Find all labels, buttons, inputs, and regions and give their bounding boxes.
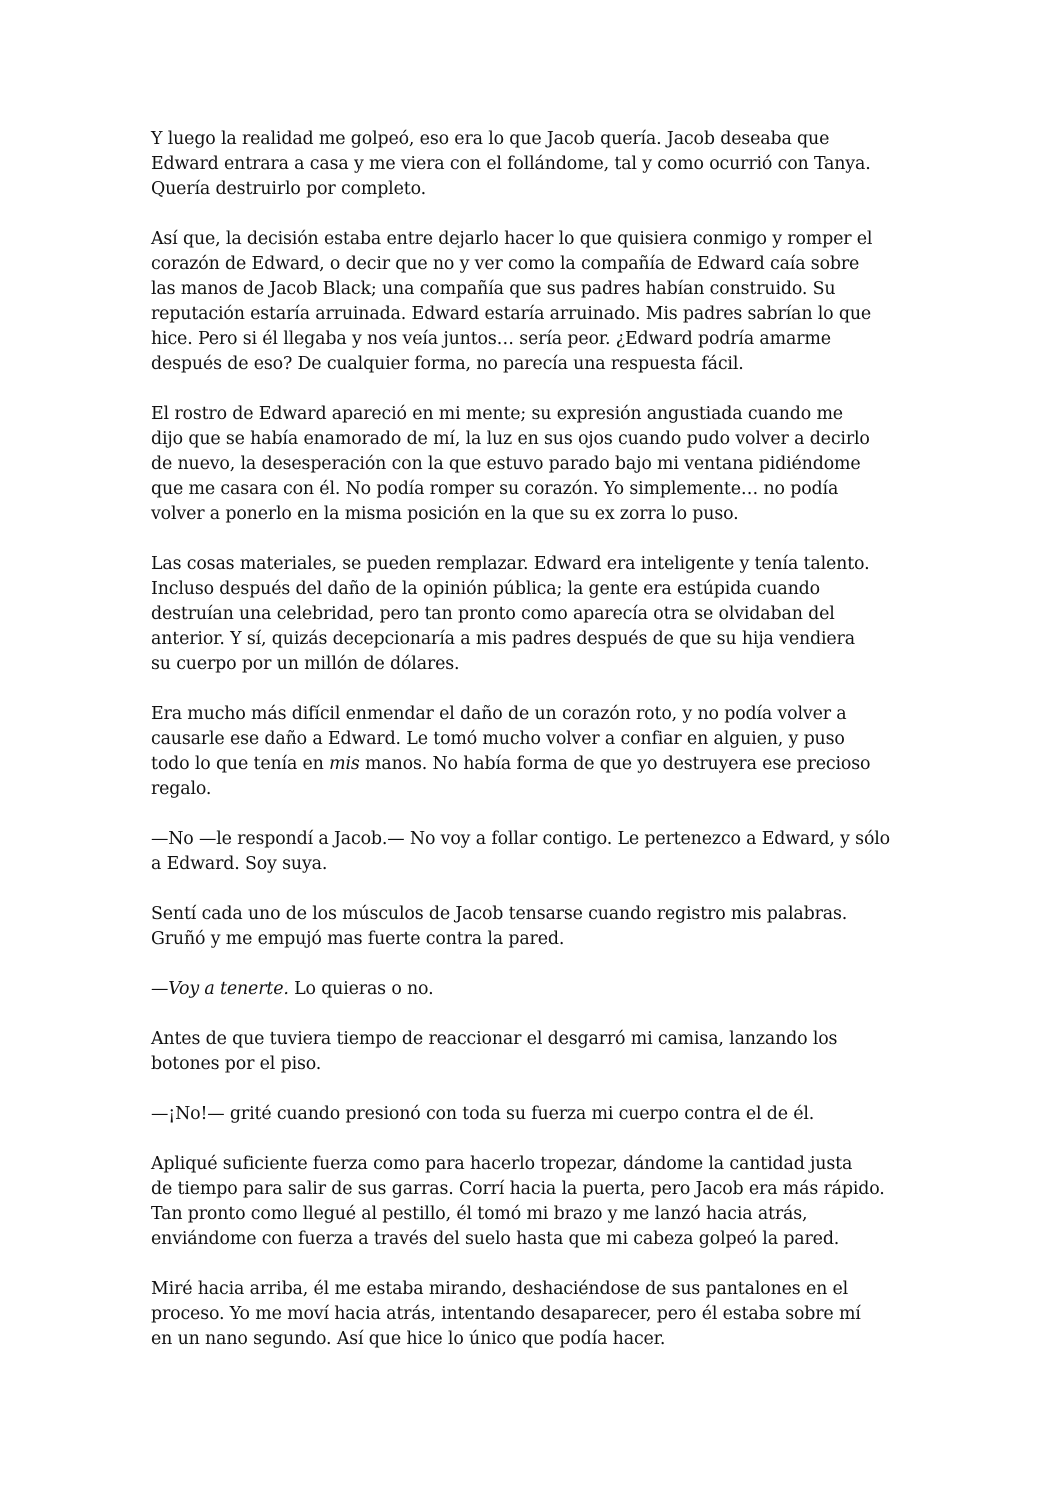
text-run: todo lo que tenía en [151,754,330,774]
text-line: Antes de que tuviera tiempo de reaccionar el desgarró mi camisa, lanzando los [151,1029,838,1049]
emphasis-text: mis [329,754,360,774]
text-line: Y luego la realidad me golpeó, eso era lo que Jacob quería. Jacob deseaba que [151,129,830,149]
text-line: proceso. Yo me moví hacia atrás, intentando desaparecer, pero él estaba sobre mí [151,1304,861,1324]
document-page [151,127,921,1377]
text-line: Gruñó y me empujó mas fuerte contra la pared. [151,929,565,949]
text-line: después de eso? De cualquier forma, no parecía una respuesta fácil. [151,354,744,374]
paragraph [151,552,921,677]
text-line: Así que, la decisión estaba entre dejarlo hacer lo que quisiera conmigo y romper el [151,229,873,249]
paragraph [151,1152,921,1252]
text-line: Miré hacia arriba, él me estaba mirando, deshaciéndose de sus pantalones en el [151,1279,849,1299]
text-line: de tiempo para salir de sus garras. Corrí hacia la puerta, pero Jacob era más rápido. [151,1179,885,1199]
text-line: Era mucho más difícil enmendar el daño de un corazón roto, y no podía volver a [151,704,847,724]
text-line: hice. Pero si él llegaba y nos veía juntos… sería peor. ¿Edward podría amarme [151,329,831,349]
text-line: de nuevo, la desesperación con la que estuvo parado bajo mi ventana pidiéndome [151,454,861,474]
text-line: en un nano segundo. Así que hice lo único que podía hacer. [151,1329,666,1349]
text-line: volver a ponerlo en la misma posición en la que su ex zorra lo puso. [151,504,739,524]
paragraph [151,827,921,877]
text-line: El rostro de Edward apareció en mi mente; su expresión angustiada cuando me [151,404,843,424]
text-line: Incluso después del daño de la opinión pública; la gente era estúpida cuando [151,579,820,599]
text-line: Las cosas materiales, se pueden remplazar. Edward era inteligente y tenía talento. [151,554,870,574]
text-line: botones por el piso. [151,1054,322,1074]
text-line: corazón de Edward, o decir que no y ver como la compañía de Edward caía sobre [151,254,860,274]
paragraph [151,1102,921,1127]
text-line: causarle ese daño a Edward. Le tomó mucho volver a confiar en alguien, y puso [151,729,845,749]
text-line: Sentí cada uno de los músculos de Jacob tensarse cuando registro mis palabras. [151,904,848,924]
text-line: Quería destruirlo por completo. [151,179,426,199]
text-line: que me casara con él. No podía romper su corazón. Yo simplemente… no podía [151,479,839,499]
text-line [151,977,921,1002]
text-line: destruían una celebridad, pero tan pronto como aparecía otra se olvidaban del [151,604,835,624]
paragraph [151,702,921,802]
text-line: anterior. Y sí, quizás decepcionaría a mis padres después de que su hija vendiera [151,629,855,649]
paragraph [151,902,921,952]
text-line: las manos de Jacob Black; una compañía que sus padres habían construido. Su [151,279,836,299]
paragraph [151,977,921,1002]
text-line: Edward entrara a casa y me viera con el follándome, tal y como ocurrió con Tanya. [151,154,871,174]
text-line [151,752,921,777]
text-line: Tan pronto como llegué al pestillo, él tomó mi brazo y me lanzó hacia atrás, [151,1204,808,1224]
text-run: Lo quieras o no. [288,979,434,999]
text-line: enviándome con fuerza a través del suelo hasta que mi cabeza golpeó la pared. [151,1229,840,1249]
text-run: manos. No había forma de que yo destruyera ese precioso [359,754,871,774]
text-line: reputación estaría arruinada. Edward estaría arruinado. Mis padres sabrían lo que [151,304,872,324]
text-line: Apliqué suficiente fuerza como para hacerlo tropezar, dándome la cantidad justa [151,1154,853,1174]
text-line: su cuerpo por un millón de dólares. [151,654,460,674]
paragraph [151,1027,921,1077]
paragraph [151,227,921,377]
text-line: dijo que se había enamorado de mí, la luz en sus ojos cuando pudo volver a decirlo [151,429,870,449]
text-line: a Edward. Soy suya. [151,854,328,874]
paragraph [151,402,921,527]
text-line: regalo. [151,779,212,799]
paragraph [151,127,921,202]
text-line: —No —le respondí a Jacob.— No voy a follar contigo. Le pertenezco a Edward, y sólo [151,829,891,849]
emphasis-text: —Voy a tenerte. [151,979,289,999]
paragraph [151,1277,921,1352]
text-line: —¡No!— grité cuando presionó con toda su fuerza mi cuerpo contra el de él. [151,1104,815,1124]
